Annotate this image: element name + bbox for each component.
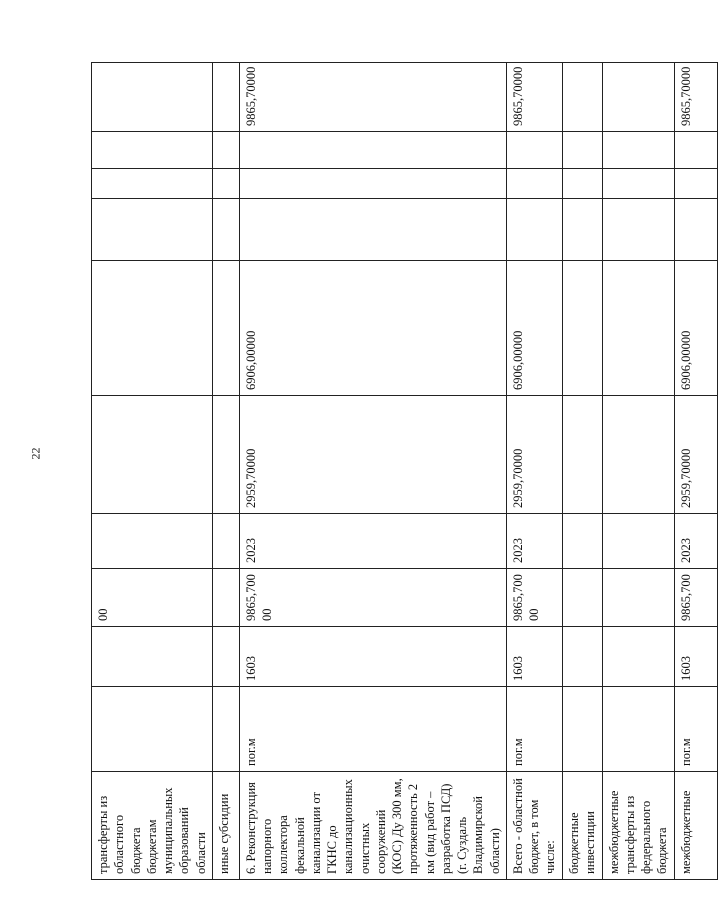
cell-year: 2023 <box>674 514 717 569</box>
cell-code: 1603 <box>239 627 506 687</box>
cell-unit <box>562 687 602 772</box>
cell-value <box>602 261 674 396</box>
cell-year <box>92 514 213 569</box>
cell-value <box>602 199 674 261</box>
cell-value: 6906,00000 <box>506 261 562 396</box>
cell-unit: пог.м <box>674 687 717 772</box>
cell-total <box>602 63 674 132</box>
budget-table <box>91 62 718 880</box>
cell-value <box>562 261 602 396</box>
cell-value <box>212 199 239 261</box>
cell-unit <box>602 687 674 772</box>
cell-name: бюджетные инвестиции <box>562 772 602 880</box>
cell-year <box>562 514 602 569</box>
cell-name: иные субсидии <box>212 772 239 880</box>
cell-code <box>212 627 239 687</box>
cell-code <box>92 627 213 687</box>
cell-year <box>212 514 239 569</box>
cell-unit <box>212 687 239 772</box>
cell-amount: 9865,700 <box>674 569 717 627</box>
table-row <box>602 63 674 880</box>
cell-value <box>212 169 239 199</box>
cell-year: 2023 <box>506 514 562 569</box>
cell-total: 9865,70000 <box>674 63 717 132</box>
cell-name: межбюджетные трансферты из федерального бюджета <box>602 772 674 880</box>
cell-name: Всего - областной бюджет, в том числе: <box>506 772 562 880</box>
cell-value <box>212 132 239 169</box>
cell-value <box>506 132 562 169</box>
cell-value: 2959,70000 <box>239 396 506 514</box>
cell-value <box>239 132 506 169</box>
cell-total <box>212 63 239 132</box>
cell-name: трансферты из областного бюджета бюджетам муниципальных образований области <box>92 772 213 880</box>
cell-value <box>674 199 717 261</box>
cell-value <box>92 261 213 396</box>
cell-name: межбюджетные <box>674 772 717 880</box>
cell-year: 2023 <box>239 514 506 569</box>
table-row <box>562 63 602 880</box>
cell-value <box>674 169 717 199</box>
cell-code: 1603 <box>674 627 717 687</box>
cell-total <box>92 63 213 132</box>
cell-amount <box>212 569 239 627</box>
cell-value <box>506 169 562 199</box>
cell-value <box>602 132 674 169</box>
cell-amount: 9865,700 00 <box>239 569 506 627</box>
cell-value <box>562 199 602 261</box>
cell-total: 9865,70000 <box>506 63 562 132</box>
table-row <box>92 63 213 880</box>
cell-value <box>602 396 674 514</box>
cell-total <box>562 63 602 132</box>
cell-value <box>562 132 602 169</box>
table-wrapper <box>91 63 693 880</box>
table-row <box>506 63 562 880</box>
cell-value <box>212 261 239 396</box>
page-number: 22 <box>28 447 43 460</box>
cell-value <box>506 199 562 261</box>
cell-amount <box>562 569 602 627</box>
cell-value: 2959,70000 <box>674 396 717 514</box>
cell-code <box>602 627 674 687</box>
cell-year <box>602 514 674 569</box>
table-row <box>239 63 506 880</box>
cell-value: 6906,00000 <box>674 261 717 396</box>
cell-value: 2959,70000 <box>506 396 562 514</box>
cell-value <box>602 169 674 199</box>
cell-value <box>212 396 239 514</box>
cell-amount: 9865,700 00 <box>506 569 562 627</box>
cell-code <box>562 627 602 687</box>
cell-unit <box>92 687 213 772</box>
cell-unit: пог.м <box>506 687 562 772</box>
cell-value <box>562 396 602 514</box>
cell-value <box>674 132 717 169</box>
cell-value <box>92 132 213 169</box>
cell-amount <box>602 569 674 627</box>
cell-value <box>239 199 506 261</box>
table-row <box>212 63 239 880</box>
cell-unit: пог.м <box>239 687 506 772</box>
cell-value <box>92 396 213 514</box>
cell-value <box>239 169 506 199</box>
cell-value <box>92 199 213 261</box>
cell-value <box>562 169 602 199</box>
cell-amount: 00 <box>92 569 213 627</box>
cell-code: 1603 <box>506 627 562 687</box>
table-row <box>674 63 717 880</box>
cell-value: 6906,00000 <box>239 261 506 396</box>
cell-value <box>92 169 213 199</box>
cell-name: 6. Реконструкция напорного коллектора фекальной канализации от ГКНС до канализационных очистных сооружений (КОС) Ду 300 мм, протяженность 2 км (вид работ – разработка ПСД) (г. Суздаль Владимирской области) <box>239 772 506 880</box>
cell-total: 9865,70000 <box>239 63 506 132</box>
